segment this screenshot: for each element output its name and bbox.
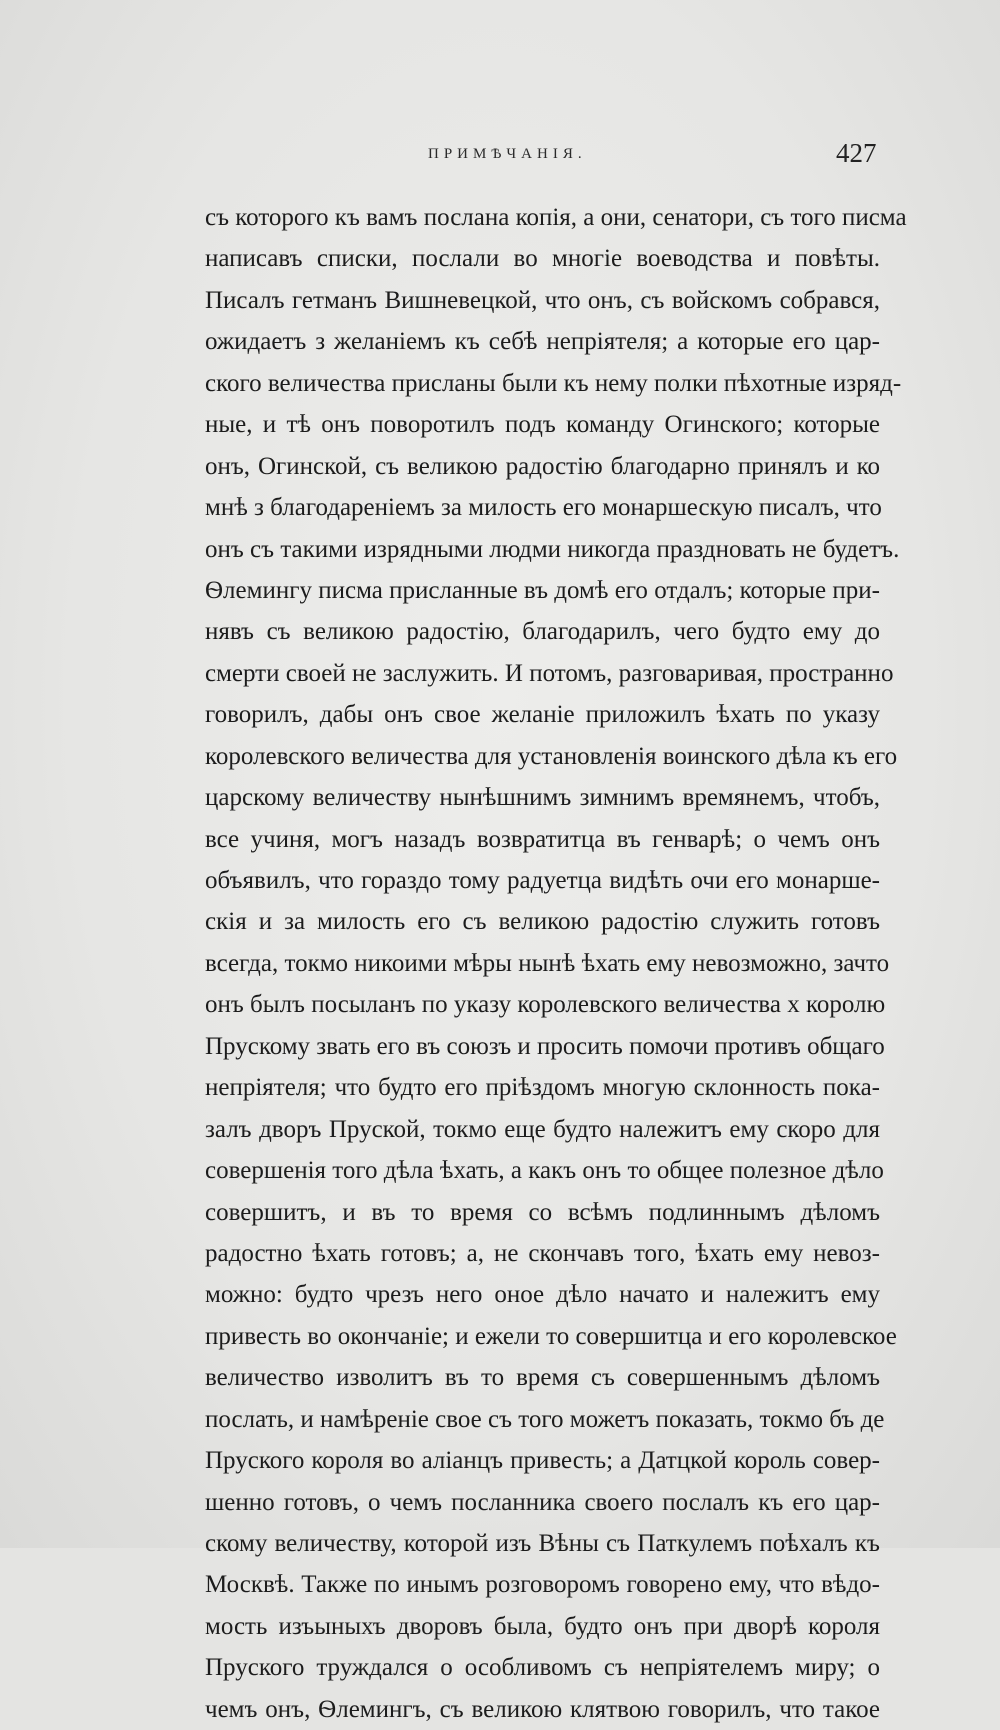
text-line: ского величества присланы были къ нему полки пѣхотные изряд- [205, 369, 902, 397]
text-line: шенно готовъ, о чемъ посланника своего послалъ къ его цар- [205, 1488, 880, 1516]
text-line: скія и за милость его съ великою радостію служить готовъ [205, 908, 880, 936]
text-line: чемъ онъ, Ѳлемингъ, съ великою клятвою говорилъ, что такое [205, 1695, 880, 1723]
text-line: совершенія того дѣла ѣхать, а какъ онъ то общее полезное дѣло [205, 1157, 884, 1185]
text-line: залъ дворъ Пруской, токмо еще будто належитъ ему скоро для [205, 1115, 880, 1143]
text-line: Писалъ гетманъ Вишневецкой, что онъ, съ войскомъ собрався, [205, 286, 880, 314]
text-line: все учиня, могъ назадъ возвратитца въ генварѣ; о чемъ онъ [205, 825, 880, 853]
text-line: мость изъыныхъ дворовъ была, будто онъ при дворѣ короля [205, 1612, 880, 1640]
text-line: онъ былъ посыланъ по указу королевского величества х королю [205, 991, 886, 1019]
text-line: можно: будто чрезъ него оное дѣло начато и належитъ ему [205, 1281, 880, 1309]
text-line: скому величеству, которой изъ Вѣны съ Паткулемъ поѣхалъ къ [205, 1530, 880, 1557]
text-line: Прускому звать его въ союзъ и просить помочи противъ общаго [205, 1032, 885, 1060]
running-head: ПРИМѢЧАНІЯ. [428, 146, 587, 162]
text-line: съ которого къ вамъ послана копія, а они, сенатори, съ того писма [205, 204, 907, 231]
text-line: онъ съ такими изрядными людми никогда праздновать не будетъ. [205, 535, 900, 563]
text-line: Москвѣ. Также по инымъ розговоромъ говорено ему, что вѣдо- [205, 1571, 880, 1599]
text-line: Пруского труждался о особливомъ съ непріятелемъ миру; о [205, 1654, 880, 1682]
page-number: 427 [836, 138, 877, 168]
text-line: говорилъ, дабы онъ свое желаніе приложилъ ѣхать по указу [205, 701, 880, 729]
text-line: непріятеля; что будто его пріѣздомъ многую склонность пока- [205, 1074, 880, 1102]
text-line: Ѳлемингу писма присланные въ домѣ его отдалъ; которые при- [205, 576, 880, 604]
text-line: ные, и тѣ онъ поворотилъ подъ команду Огинского; которые [205, 411, 880, 439]
text-line: онъ, Огинской, съ великою радостію благодарно принялъ и ко [205, 452, 880, 480]
text-line: написавъ списки, послали во многіе воеводства и повѣты. [205, 245, 880, 273]
text-line: королевского величества для установленія воинского дѣла къ его [205, 742, 898, 770]
text-line: привесть во окончаніе; и ежели то совершитца и его королевское [205, 1322, 897, 1350]
text-line: смерти своей не заслужить. И потомъ, разговаривая, пространно [205, 659, 894, 687]
text-line: объявилъ, что гораздо тому радуетца видѣть очи его монарше- [205, 867, 880, 894]
text-line: ожидаетъ з желаніемъ къ себѣ непріятеля; а которые его цар- [205, 328, 880, 356]
text-line: совершитъ, и въ то время со всѣмъ подлиннымъ дѣломъ [205, 1198, 880, 1226]
text-line: Пруского короля во аліанцъ привесть; а Датцкой король совер- [205, 1447, 880, 1475]
body-text [205, 197, 907, 1730]
text-line: всегда, токмо никоими мѣры нынѣ ѣхать ему невозможно, зачто [205, 949, 890, 977]
text-line: величество изволитъ въ то время съ совершеннымъ дѣломъ [205, 1364, 880, 1392]
text-line: царскому величеству нынѣшнимъ зимнимъ времянемъ, чтобъ, [205, 784, 880, 812]
text-line: радостно ѣхать готовъ; а, не скончавъ того, ѣхать ему невоз- [205, 1239, 880, 1267]
text-line: нявъ съ великою радостію, благодарилъ, чего будто ему до [205, 618, 880, 646]
text-line: мнѣ з благодареніемъ за милость его монаршескую писалъ, что [205, 494, 882, 522]
text-line: послать, и намѣреніе свое съ того можетъ показать, токмо бъ де [205, 1405, 885, 1433]
